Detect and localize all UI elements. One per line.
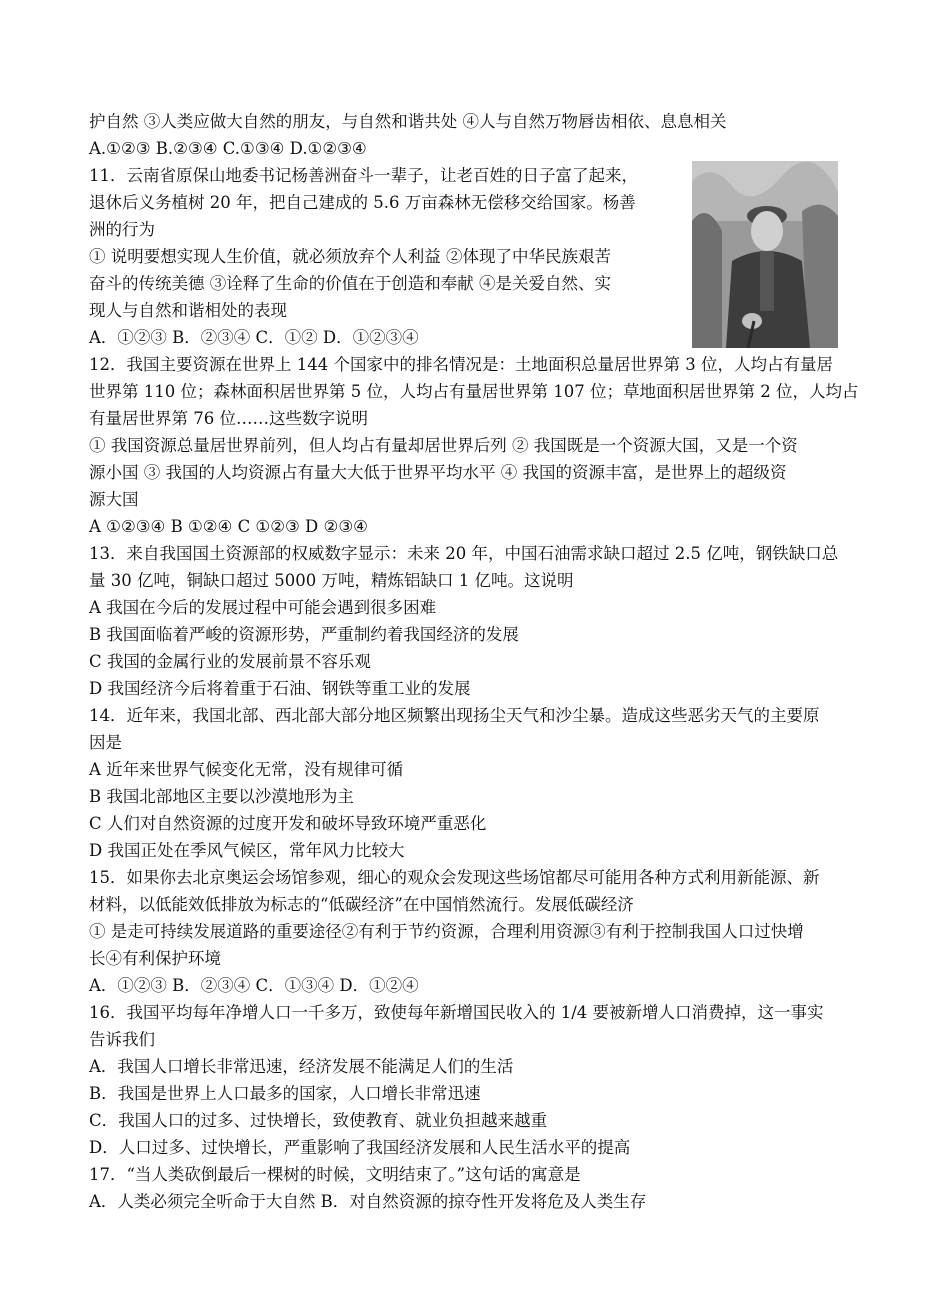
option-a: A 近年来世界气候变化无常，没有规律可循	[89, 760, 404, 779]
option-b: B．我国是世界上人口最多的国家，人口增长非常迅速	[89, 1084, 481, 1103]
portrait-image	[692, 161, 838, 348]
text-line: 退休后义务植树 20 年，把自己建成的 5.6 万亩森林无偿移交给国家。杨善	[89, 193, 636, 212]
portrait-photo	[692, 161, 838, 348]
question-14: 14．近年来，我国北部、西北部大部分地区频繁出现扬尘天气和沙尘暴。造成这些恶劣天气的主要原	[89, 706, 820, 725]
option-d: D．人口过多、过快增长，严重影响了我国经济发展和人民生活水平的提高	[89, 1138, 631, 1157]
text-line: 现人与自然和谐相处的表现	[89, 301, 287, 320]
question-11: 11．云南省原保山地委书记杨善洲奋斗一辈子，让老百姓的日子富了起来，	[89, 166, 638, 185]
option-a: A 我国在今后的发展过程中可能会遇到很多困难	[89, 598, 437, 617]
question-13: 13．来自我国国土资源部的权威数字显示：未来 20 年，中国石油需求缺口超过 2.5 亿吨，钢铁缺口总	[89, 544, 839, 563]
text-line: 洲的行为	[89, 220, 155, 239]
text-line: ① 说明要想实现人生价值，就必须放弃个人利益 ②体现了中华民族艰苦	[89, 247, 611, 266]
text-line: 因是	[89, 733, 122, 752]
option-d: D 我国正处在季风气候区，常年风力比较大	[89, 841, 405, 860]
option-c: C 我国的金属行业的发展前景不容乐观	[89, 652, 371, 671]
option-b: B 我国面临着严峻的资源形势，严重制约着我国经济的发展	[89, 625, 519, 644]
answer-options: A．①②③ B．②③④ C．①② D．①②③④	[89, 328, 419, 347]
question-15: 15．如果你去北京奥运会场馆参观，细心的观众会发现这些场馆都尽可能用各种方式利用新能源、新	[89, 868, 820, 887]
answer-options: A．①②③ B．②③④ C．①③④ D．①②④	[89, 976, 419, 995]
text-line: 护自然 ③人类应做大自然的朋友，与自然和谐共处 ④人与自然万物唇齿相依、息息相关	[89, 112, 727, 131]
question-17: 17．“当人类砍倒最后一棵树的时候，文明结束了。”这句话的寓意是	[89, 1165, 581, 1184]
text-line: 长④有利保护环境	[89, 949, 221, 968]
answer-options: A．人类必须完全听命于大自然 B．对自然资源的掠夺性开发将危及人类生存	[89, 1192, 647, 1211]
text-line: 奋斗的传统美德 ③诠释了生命的价值在于创造和奉献 ④是关爱自然、实	[89, 274, 611, 293]
text-line: 源大国	[89, 490, 139, 509]
text-line: ① 我国资源总量居世界前列，但人均占有量却居世界后列 ② 我国既是一个资源大国，又是一个资	[89, 436, 798, 455]
option-c: C 人们对自然资源的过度开发和破坏导致环境严重恶化	[89, 814, 487, 833]
text-line: 告诉我们	[89, 1030, 155, 1049]
question-12: 12．我国主要资源在世界上 144 个国家中的排名情况是：土地面积总量居世界第 3 位，人均占有量居	[89, 355, 833, 374]
option-b: B 我国北部地区主要以沙漠地形为主	[89, 787, 354, 806]
text-line: 源小国 ③ 我国的人均资源占有量大大低于世界平均水平 ④ 我国的资源丰富，是世界上的超级资	[89, 463, 787, 482]
option-c: C．我国人口的过多、过快增长，致使教育、就业负担越来越重	[89, 1111, 548, 1130]
text-line: 世界第 110 位；森林面积居世界第 5 位，人均占有量居世界第 107 位；草地面积居世界第 2 位，人均占	[89, 382, 859, 401]
text-line: 材料，以低能效低排放为标志的“低碳经济”在中国悄然流行。发展低碳经济	[89, 895, 634, 914]
option-d: D 我国经济今后将着重于石油、钢铁等重工业的发展	[89, 679, 471, 698]
option-a: A．我国人口增长非常迅速，经济发展不能满足人们的生活	[89, 1057, 514, 1076]
answer-options: A ①②③④ B ①②④ C ①②③ D ②③④	[89, 517, 368, 536]
text-line: ① 是走可持续发展道路的重要途径②有利于节约资源，合理利用资源③有利于控制我国人口过快增	[89, 922, 804, 941]
answer-options: A.①②③ B.②③④ C.①③④ D.①②③④	[89, 139, 367, 158]
question-16: 16．我国平均每年净增人口一千多万，致使每年新增国民收入的 1/4 要被新增人口消费掉，这一事实	[89, 1003, 824, 1022]
text-line: 有量居世界第 76 位……这些数字说明	[89, 409, 368, 428]
text-line: 量 30 亿吨，铜缺口超过 5000 万吨，精炼铝缺口 1 亿吨。这说明	[89, 571, 574, 590]
